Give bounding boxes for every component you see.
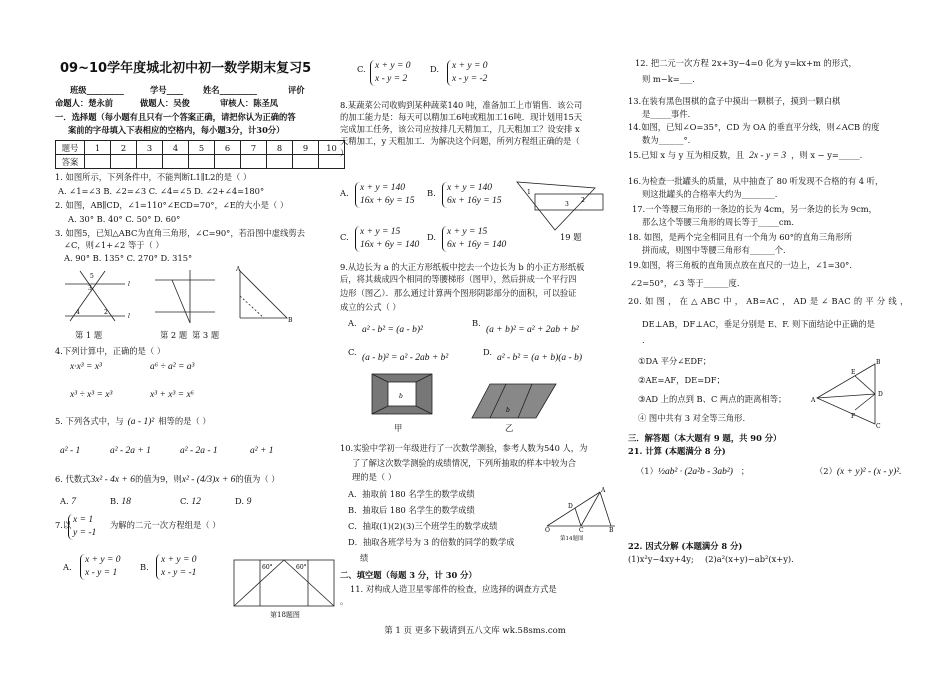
page-title: 09~10学年度城北初中初一数学期末复习5	[60, 61, 312, 76]
q7-label-d: D.	[430, 64, 439, 74]
figure-q18	[232, 558, 342, 613]
table-col: 3	[137, 141, 163, 155]
q5-option-a: a² - 1	[60, 446, 81, 456]
section-1-heading-cont: 案前的字母填入下表相应的空格内，每小题3分，计30分）	[68, 125, 285, 135]
question-19: 19.如图，将三角板的直角顶点放在直尺的一边上，∠1=30°.	[628, 260, 852, 270]
q8-option-a: x + y = 140 16x + 6y = 15	[355, 182, 415, 208]
question-11: 11. 对构成人造卫星零部件的检查，应选择的调查方式是	[350, 584, 557, 594]
question-15	[628, 150, 862, 161]
q21-part-1-label: （1）	[636, 466, 658, 476]
answer-cell[interactable]	[215, 155, 241, 169]
figure-q20	[811, 359, 900, 430]
q4-option-a: x·x³ = x³	[70, 362, 102, 372]
question-20-cont: DE⊥AB，DF⊥AC，垂足分别是 E、F. 则下面结论中正确的是	[642, 319, 875, 329]
table-col: 8	[267, 141, 293, 155]
q6-option-b: B. 18	[110, 496, 131, 507]
score-field: 评价	[288, 85, 305, 95]
question-14: 14.如图，已知∠O=35°，CD 为 OA 的垂直平分线，则∠ACB 的度	[628, 122, 880, 132]
q8-label-c: C.	[340, 232, 349, 242]
class-field: 班级_________	[70, 85, 124, 95]
answer-cell[interactable]	[267, 155, 293, 169]
q21-part-1-math: ½ab² · (2a²b - 3ab²)	[657, 467, 733, 477]
answer-cell[interactable]	[85, 155, 111, 169]
question-17-cont: 那么这个等腰三角形的周长等于_____cm.	[642, 217, 795, 227]
figure-q1	[60, 266, 140, 326]
q10-option-d-cont: 绩	[360, 553, 369, 563]
answer-cell[interactable]	[293, 155, 319, 169]
figure-caption-jia: 甲	[394, 423, 403, 433]
question-9-line-1: 9.从边长为 a 的大正方形纸板中挖去一个边长为 b 的小正方形纸板	[340, 262, 585, 272]
svg-text:3: 3	[565, 201, 569, 208]
svg-text:E: E	[851, 369, 856, 376]
q22-part-1: (1)x²y−4xy+4y;	[628, 554, 694, 564]
q9-option-b: (a + b)² = a² + 2ab + b²	[486, 325, 579, 335]
q5-option-b: a² - 2a + 1	[110, 446, 151, 456]
svg-text:D: D	[878, 391, 883, 398]
svg-text:3: 3	[88, 285, 92, 292]
question-1-options: A. ∠1=∠3 B. ∠2=∠3 C. ∠4=∠5 D. ∠2+∠4=180°	[58, 186, 265, 196]
q20-statement-1: ①DA 平分∠EDF；	[638, 356, 712, 366]
q8-label-d: D.	[427, 232, 436, 242]
svg-text:C: C	[579, 527, 584, 534]
question-9-line-4: 成立的公式（ ）	[340, 302, 401, 312]
q6-c: 12	[191, 497, 201, 507]
q8-option-d: x + y = 15 6x + 16y = 140	[442, 226, 506, 252]
q7-option-d: x + y = 0 x - y = -2	[447, 60, 488, 86]
svg-text:2: 2	[581, 197, 585, 204]
q15-math: 2x - y = 3	[749, 151, 787, 161]
q6-text-end: 的值为（ ）	[235, 474, 280, 484]
svg-text:b: b	[399, 393, 403, 400]
q5-math: (a - 1)²	[127, 417, 155, 427]
table-header-cell: 题号	[56, 141, 85, 155]
q6-option-d: D. 9	[235, 496, 252, 507]
question-14-cont: 数为______°.	[642, 135, 691, 145]
question-13: 13.在装有黑色围棋的盒子中摸出一颗棋子，摸到一颗白棋	[628, 96, 841, 106]
question-1: 1. 如图所示，下列条件中，不能判断L1∥L2的是（ ）	[55, 172, 252, 182]
figure-caption-yi: 乙	[505, 423, 514, 433]
svg-text:C: C	[876, 423, 881, 430]
q8-label-b: B.	[427, 188, 436, 198]
svg-text:D: D	[568, 503, 573, 510]
svg-text:O: O	[545, 527, 550, 534]
q9-option-d: a² - b² = (a + b)(a - b)	[497, 353, 582, 363]
q6-text-mid: 的值为9，则	[135, 474, 182, 484]
svg-text:B: B	[876, 359, 881, 366]
q10-option-a: A．抽取前 180 名学生的数学成绩	[348, 489, 475, 499]
q15-text: 15.已知 x 与 y 互为相反数，且	[628, 150, 745, 160]
question-16-cont: 则这批罐头的合格率大约为________.	[642, 189, 778, 199]
q5-text: 5. 下列各式中，与	[55, 416, 124, 426]
question-19-cont: ∠2=50°，∠3 等于______度.	[630, 278, 740, 288]
q22-part-2: (2)a²(x+y)−ab²(x+y).	[705, 554, 794, 564]
question-10-line-2: 了了解这次数学测验的成绩情况，下列所抽取的样本中较为合	[352, 458, 577, 468]
svg-text:60°: 60°	[296, 564, 307, 571]
question-5	[55, 416, 211, 427]
figure-q19	[515, 180, 605, 235]
figure-caption-3: 第 3 题	[192, 330, 220, 340]
q7-option-b: x + y = 0 x - y = -1	[156, 554, 197, 580]
svg-text:b: b	[506, 407, 510, 414]
page-footer: 第 1 页 更多下载请到五八文库 wk.58sms.com	[384, 626, 566, 636]
question-8-line-1: 8.某蔬菜公司收购到某种蔬菜140 吨，准备加工上市销售．该公司	[340, 100, 583, 110]
question-10-line-1: 10.实验中学初一年级进行了一次数学测验，参考人数为540 人，为	[340, 443, 588, 453]
answer-cell[interactable]	[111, 155, 137, 169]
question-20: 20. 如 图 ， 在 △ ABC 中 ， AB=AC ， AD 是 ∠ BAC 的 平 分 线 ，	[628, 296, 909, 306]
table-row	[56, 141, 345, 155]
q5-option-c: a² - 2a - 1	[180, 446, 218, 456]
answer-cell[interactable]	[241, 155, 267, 169]
q20-statement-4: ④ 图中共有 3 对全等三角形.	[638, 413, 746, 423]
question-9-line-3: 边形（图乙）．那么通过计算两个图形阴影部分的面积，可以验证	[340, 288, 577, 298]
question-18-cont: 拼而成，则图中等腰三角形有______个.	[642, 245, 786, 255]
q21-part-1	[636, 466, 749, 477]
q10-option-b: B．抽取后 180 名学生的数学成绩	[348, 505, 475, 515]
q8-label-a: A.	[340, 188, 349, 198]
svg-text:B: B	[288, 317, 293, 324]
answer-table	[55, 140, 345, 169]
svg-text:l: l	[128, 281, 130, 288]
q7-option-a: x + y = 0 x - y = 1	[80, 554, 121, 580]
figure-yi	[470, 382, 560, 422]
figure-q14	[545, 488, 620, 533]
figure-caption-14: 第14题图	[560, 536, 584, 542]
question-21: 21. 计算 (本题满分 8 分)	[628, 446, 726, 456]
figure-caption-18: 第18题图	[270, 611, 300, 619]
q5-text-end: 相等的是（ ）	[158, 416, 211, 426]
q6-math-2: x² - (4/3)x + 6	[181, 475, 236, 485]
question-9-line-2: 后，将其裁成四个相同的等腰梯形（图甲），然后拼成一个平行四	[340, 274, 577, 284]
figure-q2	[150, 268, 220, 326]
answer-cell[interactable]	[189, 155, 215, 169]
q9-label-c: C.	[348, 347, 357, 357]
question-6	[55, 474, 280, 485]
question-3: 3. 如图5，已知△ABC为直角三角形，∠C=90°，若沿图中虚线剪去	[55, 228, 305, 238]
section-1-heading: 一．选择题（每小题有且只有一个答案正确，请把你认为正确的答	[55, 112, 296, 122]
q7-system: x = 1 y = -1	[68, 514, 96, 540]
question-8-line-2: 的加工能力是：每天可以精加工6吨或粗加工16吨．现计划用15天	[340, 112, 583, 122]
svg-text:A: A	[811, 397, 816, 404]
q20-statement-2: ②AE=AF，DE=DF；	[638, 375, 725, 385]
svg-text:B: B	[609, 527, 614, 534]
table-col: 1	[85, 141, 111, 155]
q6-a: 7	[71, 497, 77, 507]
q9-option-a: a² - b² = (a - b)²	[362, 325, 423, 335]
figure-caption-1: 第 1 题	[75, 330, 103, 340]
question-8-line-5: ）	[340, 148, 349, 158]
question-18: 18. 如图，是两个完全相同且有一个角为 60°的直角三角形所	[628, 232, 853, 242]
table-col: 5	[189, 141, 215, 155]
question-11-cont: 。	[340, 596, 349, 606]
q7-label-c: C.	[357, 64, 366, 74]
question-8-line-3: 完成加工任务，该公司应按排几天精加工，几天粗加工？设安排 x	[340, 124, 580, 134]
question-4: 4.下列计算中，正确的是（ ）	[55, 346, 166, 356]
student-number-field: 学号____	[150, 85, 184, 95]
q7-label-b: B.	[140, 562, 149, 572]
reviewer: 审核人：陈圣凤	[220, 98, 279, 108]
q21-part-2	[815, 466, 901, 477]
question-2: 2. 如图，AB∥CD，∠1=110°∠ECD=70°，∠E的大小是（ ）	[55, 200, 289, 210]
svg-text:A: A	[601, 487, 606, 494]
question-13-cont: 是_____事件.	[642, 109, 691, 119]
q9-label-a: A.	[348, 318, 357, 328]
question-12: 12. 把二元一次方程 2x+3y−4=0 化为 y=kx+m 的形式，	[635, 58, 857, 68]
author: 命题人：楚永前	[55, 98, 114, 108]
question-3-cont: ∠C，则∠1+∠2 等于（ ）	[64, 240, 164, 250]
table-col: 2	[111, 141, 137, 155]
question-16: 16.为检查一批罐头的质量，从中抽查了 80 听发现不合格的有 4 听，	[628, 176, 884, 186]
table-col: 10	[319, 141, 345, 155]
table-col: 7	[241, 141, 267, 155]
figure-caption-2: 第 2 题	[160, 330, 188, 340]
svg-text:l: l	[128, 313, 130, 320]
answer-cell[interactable]	[163, 155, 189, 169]
q8-option-b: x + y = 140 6x + 16y = 15	[442, 182, 502, 208]
q21-part-2-math: (x + y)² - (x - y)².	[836, 467, 902, 477]
maker: 做题人：吴俊	[140, 98, 190, 108]
question-17: 17.一个等腰三角形的一条边的长为 4cm，另一条边的长为 9cm，	[632, 204, 877, 214]
svg-text:60°: 60°	[262, 564, 273, 571]
question-12-cont: 则 m−k=___.	[642, 74, 695, 84]
svg-text:4: 4	[76, 309, 80, 316]
figure-q3	[232, 266, 302, 326]
q21-separator: ；	[740, 466, 750, 476]
q7-label-a: A.	[63, 562, 72, 572]
answer-cell[interactable]	[137, 155, 163, 169]
q9-option-c: (a - b)² = a² - 2ab + b²	[362, 353, 449, 363]
q10-option-d: D．抽取各班学号为 3 的倍数的同学的数学成	[348, 537, 515, 547]
q20-statement-3: ③AD 上的点到 B、C 两点的距离相等；	[638, 394, 787, 404]
table-col: 6	[215, 141, 241, 155]
q15-text-end: ，则 x − y=_____.	[791, 150, 863, 160]
q4-option-d: x³ + x³ = x⁶	[150, 390, 194, 400]
question-3-options: A. 90° B. 135° C. 270° D. 315°	[64, 253, 193, 263]
q8-option-c: x + y = 15 16x + 6y = 140	[355, 226, 419, 252]
question-2-options: A. 30° B. 40° C. 50° D. 60°	[68, 214, 181, 224]
table-row	[56, 155, 345, 169]
figure-jia	[370, 372, 440, 422]
q6-text: 6. 代数式	[55, 474, 91, 484]
table-header-cell: 答案	[56, 155, 85, 169]
question-8-line-4: 天精加工，y 天粗加工．为解决这个问题，所列方程组正确的是（	[340, 136, 580, 146]
question-10-line-3: 理的是（ ）	[352, 472, 397, 482]
q4-option-b: a⁶ ÷ a² = a³	[150, 362, 195, 372]
q4-option-c: x³ ÷ x³ = x³	[70, 390, 113, 400]
q6-math: 3x² - 4x + 6	[90, 475, 136, 485]
q6-b: 18	[121, 497, 131, 507]
table-col: 4	[163, 141, 189, 155]
svg-text:2: 2	[104, 309, 108, 316]
q6-options: A. 7	[60, 496, 77, 507]
section-2-heading: 二、填空题（每题 3 分，计 30 分）	[340, 570, 477, 580]
svg-text:F: F	[851, 413, 856, 420]
svg-text:A: A	[236, 266, 241, 273]
name-field: 姓名_________	[203, 85, 257, 95]
question-20-cont-2: .	[642, 335, 645, 345]
figure-caption-19: 19 题	[560, 232, 582, 242]
q7-option-c: x + y = 0 x - y = 2	[370, 60, 411, 86]
q9-label-d: D.	[483, 347, 492, 357]
q10-option-c: C．抽取(1)(2)(3)三个班学生的数学成绩	[348, 521, 498, 531]
svg-text:1: 1	[527, 189, 531, 196]
question-7: 7.以	[55, 520, 72, 530]
q5-option-d: a² + 1	[250, 446, 274, 456]
q9-label-b: B.	[472, 318, 481, 328]
section-3-heading: 三．解答题（本大题有 9 题，共 90 分）	[628, 433, 782, 443]
q21-part-2-label: （2）	[815, 466, 837, 476]
question-22: 22. 因式分解 (本题满分 8 分)	[628, 541, 743, 551]
q6-option-c: C. 12	[180, 496, 201, 507]
question-7-cont: 为解的二元一次方程组是（ ）	[110, 520, 221, 530]
svg-text:5: 5	[90, 273, 94, 280]
q6-d: 9	[246, 497, 252, 507]
table-col: 9	[293, 141, 319, 155]
